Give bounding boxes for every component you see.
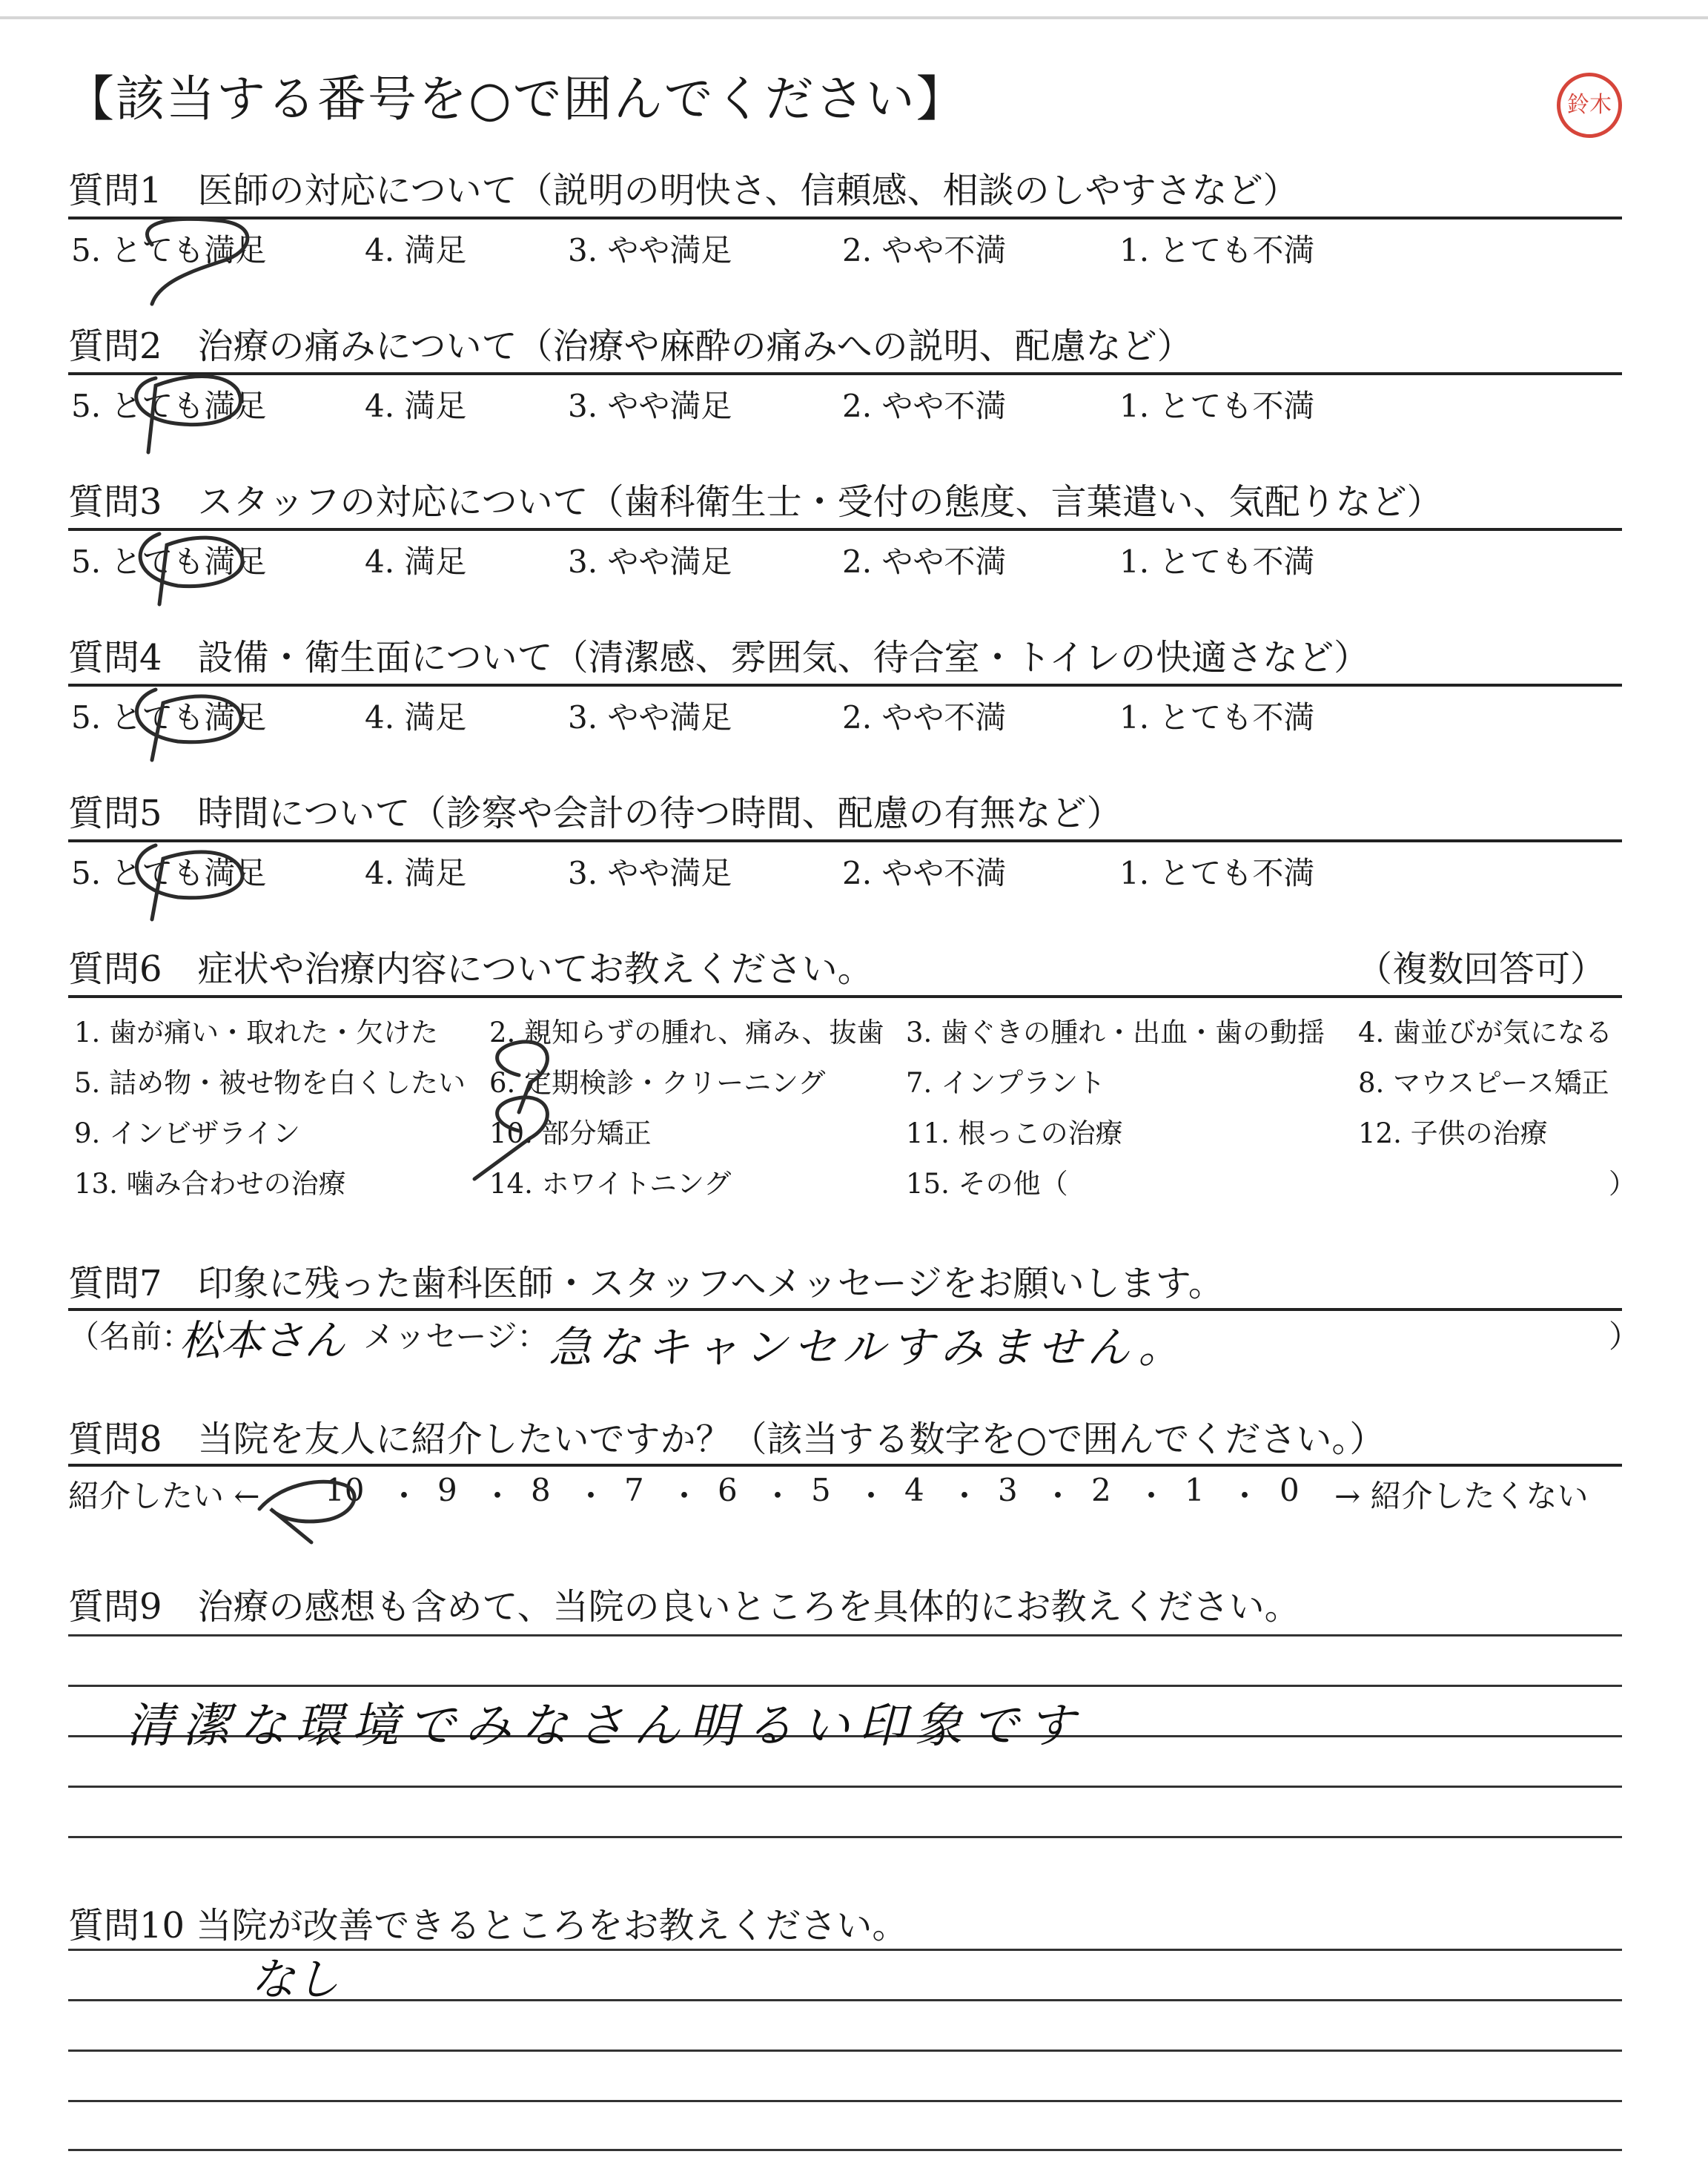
q7-name-value[interactable]: 松本さん xyxy=(179,1317,345,1365)
answer-line xyxy=(68,1836,1622,1838)
question-8: 質問8 当院を友人に紹介したいですか？（該当する数字を○で囲んでください。） xyxy=(68,1418,1386,1460)
approval-seal xyxy=(1557,73,1622,138)
scale-sep: ・ xyxy=(855,1478,887,1514)
q2-option-3[interactable]: 3. やや満足 xyxy=(568,388,732,424)
q4-option-4[interactable]: 4. 満足 xyxy=(365,699,467,736)
q1-option-3[interactable]: 3. やや満足 xyxy=(568,232,732,268)
scale-0[interactable]: 0 xyxy=(1280,1472,1300,1508)
scale-sep: ・ xyxy=(575,1478,607,1514)
scan-edge xyxy=(0,16,1708,19)
q3-option-1[interactable]: 1. とても不満 xyxy=(1119,544,1315,580)
answer-line xyxy=(68,2149,1622,2151)
q5-option-2[interactable]: 2. やや不満 xyxy=(842,855,1007,891)
q1-option-2[interactable]: 2. やや不満 xyxy=(842,232,1007,268)
question-1-rule xyxy=(68,217,1622,219)
answer-line xyxy=(68,1685,1622,1687)
scale-sep: ・ xyxy=(669,1478,701,1514)
question-8-rule xyxy=(68,1464,1622,1467)
q2-option-4[interactable]: 4. 満足 xyxy=(365,388,467,424)
treatment-12[interactable]: 12. 子供の治療 xyxy=(1358,1117,1548,1149)
question-7: 質問7 印象に残った歯科医師・スタッフへメッセージをお願いします。 xyxy=(68,1263,1224,1304)
treatment-9[interactable]: 9. インビザライン xyxy=(74,1117,300,1149)
q3-option-5[interactable]: 5. とても満足 xyxy=(71,544,267,580)
treatment-10[interactable]: 10. 部分矯正 xyxy=(489,1117,652,1149)
seal-text: 鈴木 xyxy=(1567,92,1612,118)
scale-6[interactable]: 6 xyxy=(718,1472,738,1508)
question-1: 質問1 医師の対応について（説明の明快さ、信頼感、相談のしやすさなど） xyxy=(68,170,1299,211)
scale-9[interactable]: 9 xyxy=(437,1472,457,1508)
scale-5[interactable]: 5 xyxy=(811,1472,831,1508)
question-4: 質問4 設備・衛生面について（清潔感、雰囲気、待合室・トイレの快適さなど） xyxy=(68,637,1370,678)
q2-option-2[interactable]: 2. やや不満 xyxy=(842,388,1007,424)
q7-message-value[interactable]: 急なキャンセルすみません。 xyxy=(549,1322,1188,1373)
scale-7[interactable]: 7 xyxy=(624,1472,644,1508)
q5-option-4[interactable]: 4. 満足 xyxy=(365,855,467,891)
question-5-rule xyxy=(68,839,1622,842)
treatment-2[interactable]: 2. 親知らずの腫れ、痛み、抜歯 xyxy=(489,1017,884,1048)
scale-8[interactable]: 8 xyxy=(531,1472,551,1508)
treatment-5[interactable]: 5. 詰め物・被せ物を白くしたい xyxy=(74,1067,466,1099)
q4-option-2[interactable]: 2. やや不満 xyxy=(842,699,1007,736)
scale-sep: ・ xyxy=(949,1478,981,1514)
question-3-rule xyxy=(68,528,1622,531)
question-2-rule xyxy=(68,372,1622,375)
q8-left-label: 紹介したい ← xyxy=(68,1478,260,1514)
scale-sep: ・ xyxy=(388,1478,420,1514)
scale-sep: ・ xyxy=(482,1478,514,1514)
treatment-8[interactable]: 8. マウスピース矯正 xyxy=(1358,1067,1609,1099)
q1-option-5[interactable]: 5. とても満足 xyxy=(71,232,267,268)
q1-option-1[interactable]: 1. とても不満 xyxy=(1119,232,1315,268)
q9-answer[interactable]: 清潔な環境でみなさん明るい印象です xyxy=(126,1699,1084,1754)
question-6-note: （複数回答可） xyxy=(1357,948,1606,990)
treatment-1[interactable]: 1. 歯が痛い・取れた・欠けた xyxy=(74,1017,439,1048)
question-9: 質問9 治療の感想も含めて、当院の良いところを具体的にお教えください。 xyxy=(68,1586,1300,1628)
q3-option-3[interactable]: 3. やや満足 xyxy=(568,544,732,580)
q7-name-label: （名前： xyxy=(68,1318,193,1355)
page-title: 【該当する番号を○で囲んでください】 xyxy=(65,70,967,128)
q4-option-5[interactable]: 5. とても満足 xyxy=(71,699,267,736)
q4-option-3[interactable]: 3. やや満足 xyxy=(568,699,732,736)
treatment-15[interactable]: 15. その他（ xyxy=(906,1168,1068,1200)
scale-4[interactable]: 4 xyxy=(904,1472,924,1508)
q3-option-2[interactable]: 2. やや不満 xyxy=(842,544,1007,580)
scale-sep: ・ xyxy=(762,1478,794,1514)
treatment-13[interactable]: 13. 噛み合わせの治療 xyxy=(74,1168,346,1200)
question-6: 質問6 症状や治療内容についてお教えください。 xyxy=(68,948,873,990)
scale-sep: ・ xyxy=(1136,1478,1168,1514)
q7-message-label: メッセージ： xyxy=(363,1318,549,1355)
treatment-14[interactable]: 14. ホワイトニング xyxy=(489,1168,732,1200)
scale-3[interactable]: 3 xyxy=(998,1472,1018,1508)
q1-option-4[interactable]: 4. 満足 xyxy=(365,232,467,268)
q5-option-3[interactable]: 3. やや満足 xyxy=(568,855,732,891)
q8-right-label: → 紹介したくない xyxy=(1334,1478,1589,1514)
scale-2[interactable]: 2 xyxy=(1091,1472,1111,1508)
scale-sep: ・ xyxy=(1042,1478,1074,1514)
q5-option-5[interactable]: 5. とても満足 xyxy=(71,855,267,891)
q5-option-1[interactable]: 1. とても不満 xyxy=(1119,855,1315,891)
answer-line xyxy=(68,2050,1622,2052)
treatment-3[interactable]: 3. 歯ぐきの腫れ・出血・歯の動揺 xyxy=(906,1017,1325,1048)
question-4-rule xyxy=(68,684,1622,687)
scale-sep: ・ xyxy=(1229,1478,1261,1514)
q10-answer[interactable]: なし xyxy=(251,1954,340,2006)
question-5: 質問5 時間について（診察や会計の待つ時間、配慮の有無など） xyxy=(68,793,1122,834)
question-6-rule xyxy=(68,995,1622,998)
q3-option-4[interactable]: 4. 満足 xyxy=(365,544,467,580)
treatment-4[interactable]: 4. 歯並びが気になる xyxy=(1358,1017,1613,1048)
answer-line xyxy=(68,2100,1622,2102)
answer-line xyxy=(68,1634,1622,1636)
q4-option-1[interactable]: 1. とても不満 xyxy=(1119,699,1315,736)
treatment-11[interactable]: 11. 根っこの治療 xyxy=(906,1117,1123,1149)
treatment-7[interactable]: 7. インプラント xyxy=(906,1067,1106,1099)
q2-option-5[interactable]: 5. とても満足 xyxy=(71,388,267,424)
question-10: 質問10 当院が改善できるところをお教えください。 xyxy=(68,1905,908,1946)
scale-1[interactable]: 1 xyxy=(1185,1472,1205,1508)
treatment-15-close: ） xyxy=(1609,1168,1636,1200)
answer-line xyxy=(68,1786,1622,1788)
q2-option-1[interactable]: 1. とても不満 xyxy=(1119,388,1315,424)
q7-close-paren: ） xyxy=(1609,1318,1641,1355)
scale-10[interactable]: 10 xyxy=(325,1472,365,1508)
question-3: 質問3 スタッフの対応について（歯科衛生士・受付の態度、言葉遣い、気配りなど） xyxy=(68,481,1443,523)
treatment-6[interactable]: 6. 定期検診・クリーニング xyxy=(489,1067,826,1099)
question-2: 質問2 治療の痛みについて（治療や麻酔の痛みへの説明、配慮など） xyxy=(68,326,1193,367)
